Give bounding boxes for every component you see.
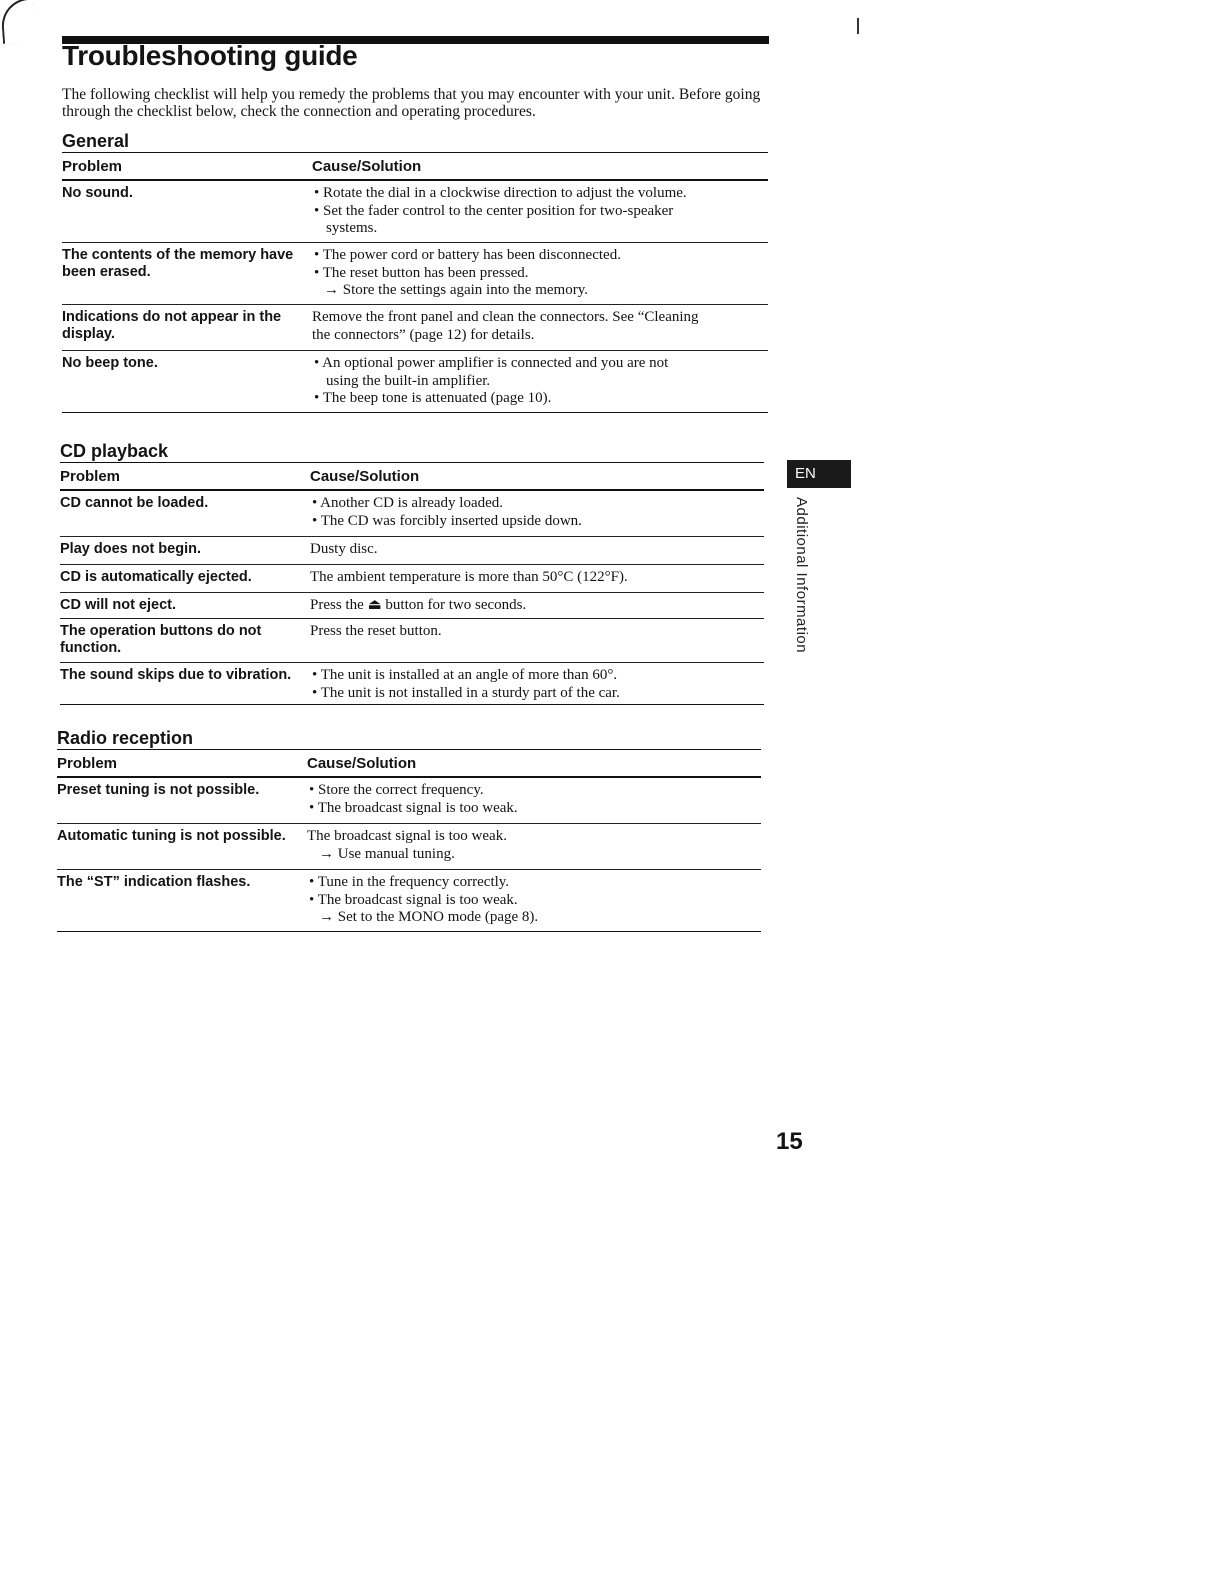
troubleshooting-table	[60, 491, 764, 705]
table-row	[57, 824, 761, 870]
column-header-problem: Problem	[60, 467, 121, 485]
column-header-row	[57, 749, 761, 778]
problem-cell: Indications do not appear in the display.	[62, 309, 282, 342]
table-row	[62, 243, 768, 305]
solution-line: the connectors” (page 12) for details.	[312, 326, 535, 343]
solution-line: • Rotate the dial in a clockwise direction to adjust the volume.	[314, 185, 687, 201]
solution-cell	[307, 828, 761, 869]
solution-cell	[310, 597, 764, 618]
solution-cell	[312, 247, 768, 304]
column-header-solution: Cause/Solution	[312, 157, 422, 175]
solution-line: Remove the front panel and clean the connectors. See “Cleaning	[312, 309, 699, 325]
problem-cell: Play does not begin.	[60, 541, 201, 557]
problem-cell: The sound skips due to vibration.	[60, 667, 292, 683]
side-section-label: Additional Information	[793, 497, 810, 654]
page-corner-mark	[0, 0, 37, 44]
solution-cell	[310, 569, 764, 592]
problem-cell: The operation buttons do not function.	[60, 623, 262, 656]
solution-line: systems.	[326, 220, 378, 236]
section-title: CD playback	[60, 441, 169, 461]
section-title: General	[62, 131, 130, 151]
table-row	[62, 305, 768, 351]
problem-cell: CD will not eject.	[60, 597, 177, 613]
solution-line: • An optional power amplifier is connected and you are not	[314, 355, 669, 371]
problem-cell: No sound.	[62, 185, 133, 201]
solution-line: Press the reset button.	[310, 623, 442, 639]
solution-line: → Use manual tuning.	[319, 845, 455, 862]
solution-line: • Tune in the frequency correctly.	[309, 874, 510, 890]
column-header-row	[60, 462, 764, 491]
table-row	[60, 491, 764, 537]
language-tab: EN	[787, 460, 851, 488]
solution-line: • The beep tone is attenuated (page 10).	[314, 390, 552, 406]
solution-line: • Another CD is already loaded.	[312, 495, 504, 511]
column-header-problem: Problem	[57, 754, 118, 772]
solution-cell	[312, 355, 768, 412]
solution-cell	[310, 623, 764, 662]
section-radio-reception	[57, 727, 761, 932]
solution-line: • The broadcast signal is too weak.	[309, 891, 518, 908]
solution-cell	[312, 185, 768, 242]
solution-line: • The reset button has been pressed.	[314, 264, 529, 281]
column-header-problem: Problem	[62, 157, 123, 175]
page-number: 15	[776, 1128, 803, 1155]
section-title: Radio reception	[57, 728, 194, 748]
column-header-row	[62, 152, 768, 181]
table-row	[60, 619, 764, 663]
solution-line: • The CD was forcibly inserted upside down.	[312, 512, 582, 529]
solution-line: using the built-in amplifier.	[326, 372, 491, 389]
section-general	[62, 130, 768, 413]
column-header-solution: Cause/Solution	[310, 467, 420, 485]
section-cd-playback	[60, 440, 764, 705]
problem-cell: CD is automatically ejected.	[60, 569, 252, 585]
problem-cell: Automatic tuning is not possible.	[57, 828, 286, 844]
solution-line: → Store the settings again into the memory.	[324, 282, 588, 298]
solution-line: • The unit is not installed in a sturdy part of the car.	[312, 684, 620, 701]
intro-paragraph: The following checklist will help you remedy the problems that you may encounter with your unit. Before going through the checklist below, check the connection and operating procedures.	[62, 86, 761, 120]
solution-line: → Set to the MONO mode (page 8).	[319, 909, 539, 925]
column-header-solution: Cause/Solution	[307, 754, 417, 772]
solution-line: • Set the fader control to the center position for two-speaker	[314, 202, 674, 219]
problem-cell: CD cannot be loaded.	[60, 495, 209, 511]
solution-cell	[307, 782, 761, 823]
troubleshooting-table	[57, 778, 761, 932]
solution-cell	[312, 309, 768, 350]
solution-line: • The power cord or battery has been disconnected.	[314, 247, 621, 263]
table-row	[57, 870, 761, 932]
problem-cell: The contents of the memory have been erased.	[62, 247, 294, 280]
table-row	[62, 181, 768, 243]
page-title: Troubleshooting guide	[62, 40, 358, 71]
solution-line: The ambient temperature is more than 50°C (122°F).	[310, 569, 628, 585]
table-row	[60, 565, 764, 593]
solution-line: • The broadcast signal is too weak.	[309, 799, 518, 816]
margin-tick	[857, 18, 859, 34]
table-row	[60, 537, 764, 565]
table-row	[60, 593, 764, 619]
table-row	[62, 351, 768, 413]
solution-line: Dusty disc.	[310, 541, 378, 557]
solution-line: • Store the correct frequency.	[309, 782, 484, 798]
problem-cell: No beep tone.	[62, 355, 158, 371]
solution-cell	[307, 874, 761, 931]
table-row	[57, 778, 761, 824]
table-row	[60, 663, 764, 705]
solution-cell	[310, 541, 764, 564]
problem-cell: Preset tuning is not possible.	[57, 782, 260, 798]
solution-line: The broadcast signal is too weak.	[307, 828, 507, 844]
problem-cell: The “ST” indication flashes.	[57, 874, 251, 890]
solution-cell	[310, 495, 764, 536]
solution-cell	[310, 667, 764, 704]
solution-line: Press the ⏏ button for two seconds.	[310, 597, 527, 613]
troubleshooting-table	[62, 181, 768, 413]
solution-line: • The unit is installed at an angle of more than 60°.	[312, 667, 618, 683]
